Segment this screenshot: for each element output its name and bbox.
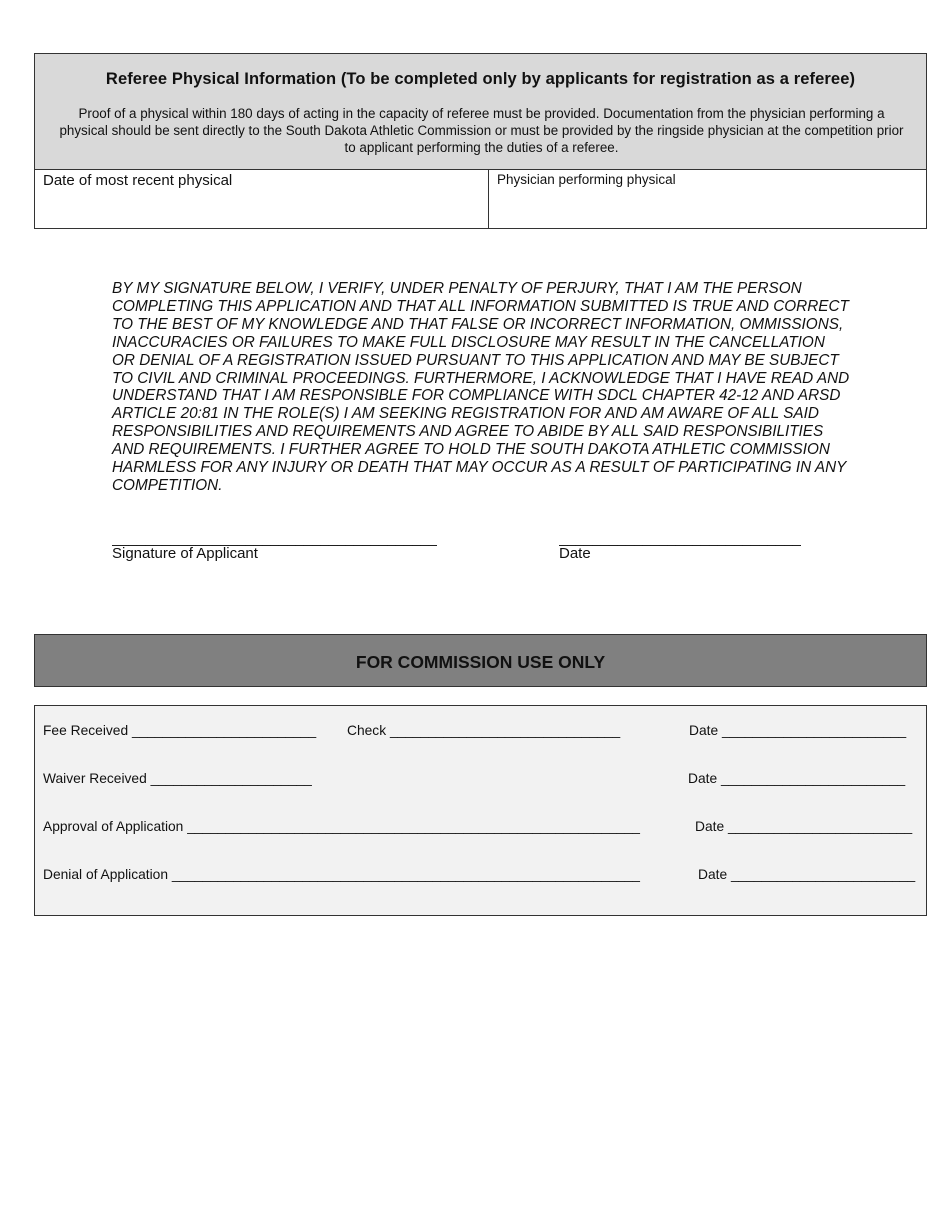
signature-label: Signature of Applicant — [112, 545, 258, 562]
signature-input-line[interactable]: _______________________________________ — [112, 530, 438, 547]
physician-label: Physician performing physical — [497, 172, 676, 187]
physical-date-label: Date of most recent physical — [43, 172, 233, 189]
attestation-statement — [112, 280, 852, 495]
referee-physical-section — [34, 53, 927, 229]
signature-date-input-line[interactable]: _____________________________ — [559, 530, 801, 547]
waiver-received-field[interactable]: Waiver Received _____________________ — [43, 771, 312, 786]
referee-section-header — [35, 54, 926, 170]
fee-date-field[interactable]: Date ________________________ — [689, 723, 907, 738]
signature-date-label: Date — [559, 545, 591, 562]
approval-date-field[interactable]: Date ________________________ — [695, 819, 913, 834]
denial-date-field[interactable]: Date ________________________ — [698, 867, 916, 882]
commission-title: FOR COMMISSION USE ONLY — [355, 652, 606, 672]
fee-received-field[interactable]: Fee Received ________________________ — [43, 723, 317, 738]
attestation-text: BY MY SIGNATURE BELOW, I VERIFY, UNDER PENALTY OF PERJURY, THAT I AM THE PERSON COMPLETING THIS APPLICATION AND THAT ALL INFORMATION SUBMITTED IS TRUE AND CORRECT TO THE BEST OF MY KNOWLEDGE AND THAT FALSE OR INCORRECT INFORMATION, OMMISSIONS, INACCURACIES OR FAILURES TO MAKE FULL DISCLOSURE MAY RESULT IN THE CANCELLATION OR DENIAL OF A REGISTRATION ISSUED PURSUANT TO THIS APPLICATION AND MAY BE SUBJECT TO CIVIL AND CRIMINAL PROCEEDINGS. FURTHERMORE, I ACKNOWLEDGE THAT I HAVE READ AND UNDERSTAND THAT I AM RESPONSIBLE FOR COMPLIANCE WITH SDCL CHAPTER 42-12 AND ARSD ARTICLE 20:81 IN THE ROLE(S) I AM SEEKING REGISTRATION FOR AND AM AWARE OF ALL SAID RESPONSIBILITIES AND REQUIREMENTS AND AGREE TO ABIDE BY ALL SAID RESPONSIBILITIES AND REQUIREMENTS. I FURTHER AGREE TO HOLD THE SOUTH DAKOTA ATHLETIC COMMISSION HARMLESS FOR ANY INJURY OR DEATH THAT MAY OCCUR AS A RESULT OF PARTICIPATING IN ANY COMPETITION. — [112, 280, 850, 494]
physician-field[interactable] — [489, 170, 926, 229]
referee-section-title: Referee Physical Information (To be completed only by applicants for registration as a referee) — [105, 70, 856, 88]
waiver-date-field[interactable]: Date ________________________ — [688, 771, 906, 786]
commission-use-section — [34, 705, 927, 916]
approval-field[interactable]: Approval of Application ___________________________________________________________ — [43, 819, 640, 834]
denial-field[interactable]: Denial of Application _____________________________________________________________ — [43, 867, 640, 882]
commission-header — [34, 634, 927, 687]
physical-date-field[interactable] — [35, 170, 489, 229]
referee-section-description: Proof of a physical within 180 days of acting in the capacity of referee must be provided. Documentation from the physician performing a physical should be sent directly to the South Dakota Athletic Commission or must be provided by the ringside physician at the competition prior to applicant performing the duties of a referee. — [59, 106, 904, 155]
check-field[interactable]: Check ______________________________ — [347, 723, 621, 738]
